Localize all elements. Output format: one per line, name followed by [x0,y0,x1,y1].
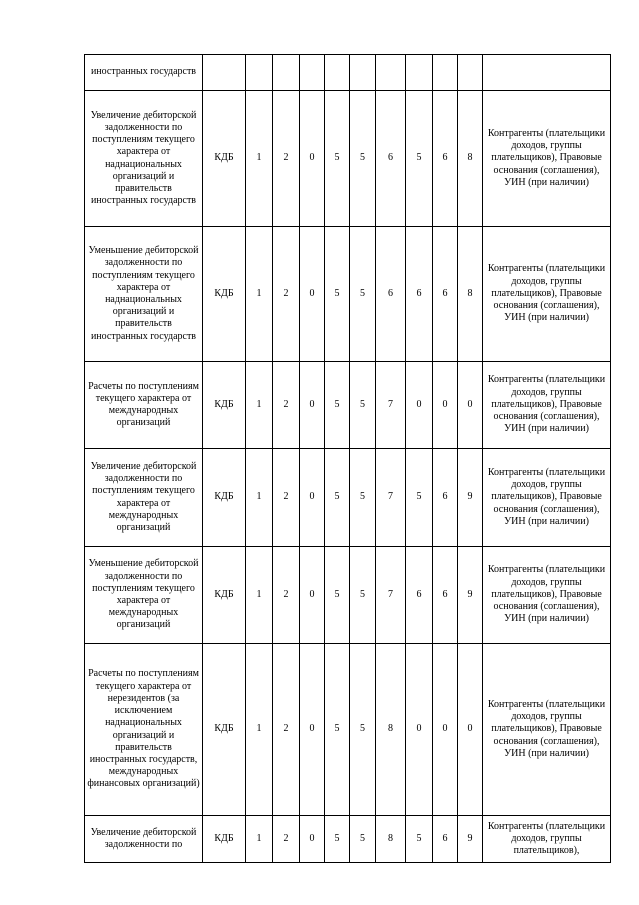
analytics-attributes-cell [483,55,611,91]
account-digit-cell: 6 [406,227,433,362]
account-digit-cell: 5 [325,816,350,863]
account-digit-cell: 6 [376,227,406,362]
table-row [85,227,611,362]
accounts-table [84,54,611,863]
account-digit-cell: 0 [300,816,325,863]
account-digit-cell: 6 [406,547,433,644]
account-digit-cell: 2 [273,547,300,644]
account-digit-cell: 1 [246,816,273,863]
analytics-attributes-cell: Контрагенты (плательщики доходов, группы плательщиков), Правовые основания (соглашения), УИН (при наличии) [483,91,611,227]
account-digit-cell: 9 [458,816,483,863]
account-code-cell: КДБ [203,547,246,644]
account-digit-cell: 0 [433,362,458,449]
account-digit-cell: 0 [458,362,483,449]
account-digit-cell: 1 [246,362,273,449]
account-digit-cell: 2 [273,362,300,449]
analytics-attributes-cell: Контрагенты (плательщики доходов, группы плательщиков), Правовые основания (соглашения), УИН (при наличии) [483,362,611,449]
account-digit-cell: 5 [325,91,350,227]
account-digit-cell: 7 [376,362,406,449]
account-digit-cell [406,55,433,91]
account-digit-cell: 0 [300,547,325,644]
account-code-cell: КДБ [203,91,246,227]
account-code-cell: КДБ [203,449,246,547]
account-digit-cell: 6 [433,91,458,227]
account-digit-cell: 0 [406,644,433,816]
account-digit-cell: 5 [350,816,376,863]
account-digit-cell: 9 [458,547,483,644]
account-digit-cell: 0 [300,449,325,547]
account-digit-cell: 2 [273,816,300,863]
account-digit-cell: 5 [406,816,433,863]
account-digit-cell: 6 [376,91,406,227]
account-digit-cell: 8 [376,644,406,816]
account-name-cell: Расчеты по поступлениям текущего характера от нерезидентов (за исключением наднациональных организаций и правительств иностранных государств, международных финансовых организаций) [85,644,203,816]
account-digit-cell [458,55,483,91]
account-digit-cell: 1 [246,449,273,547]
account-digit-cell: 6 [433,547,458,644]
account-digit-cell: 2 [273,449,300,547]
account-digit-cell: 5 [325,449,350,547]
account-digit-cell: 0 [300,644,325,816]
account-digit-cell: 5 [350,644,376,816]
account-digit-cell: 5 [350,362,376,449]
account-digit-cell: 6 [433,449,458,547]
account-digit-cell [350,55,376,91]
account-digit-cell [376,55,406,91]
table-row [85,362,611,449]
account-digit-cell: 7 [376,449,406,547]
account-digit-cell: 5 [350,449,376,547]
account-code-cell: КДБ [203,362,246,449]
analytics-attributes-cell: Контрагенты (плательщики доходов, группы плательщиков), [483,816,611,863]
account-digit-cell: 1 [246,547,273,644]
table-row [85,91,611,227]
table-row [85,816,611,863]
account-digit-cell: 6 [433,816,458,863]
table-row [85,449,611,547]
account-digit-cell: 2 [273,91,300,227]
account-digit-cell: 5 [325,227,350,362]
table-row [85,644,611,816]
account-digit-cell: 0 [406,362,433,449]
account-digit-cell: 9 [458,449,483,547]
table-row [85,547,611,644]
account-digit-cell: 7 [376,547,406,644]
account-digit-cell: 5 [325,547,350,644]
account-name-cell: Увеличение дебиторской задолженности по [85,816,203,863]
account-digit-cell: 5 [406,91,433,227]
account-code-cell [203,55,246,91]
account-digit-cell: 6 [433,227,458,362]
account-digit-cell: 0 [300,91,325,227]
account-digit-cell: 5 [406,449,433,547]
account-name-cell: иностранных государств [85,55,203,91]
account-name-cell: Расчеты по поступлениям текущего характера от международных организаций [85,362,203,449]
analytics-attributes-cell: Контрагенты (плательщики доходов, группы плательщиков), Правовые основания (соглашения), УИН (при наличии) [483,227,611,362]
account-digit-cell: 5 [350,547,376,644]
account-digit-cell: 1 [246,227,273,362]
account-digit-cell: 5 [350,227,376,362]
account-digit-cell: 5 [350,91,376,227]
account-digit-cell: 2 [273,227,300,362]
account-name-cell: Увеличение дебиторской задолженности по поступлениям текущего характера от наднациональных организаций и правительств иностранных государств [85,91,203,227]
account-code-cell: КДБ [203,816,246,863]
account-digit-cell [246,55,273,91]
account-digit-cell: 0 [300,227,325,362]
account-name-cell: Уменьшение дебиторской задолженности по поступлениям текущего характера от международных организаций [85,547,203,644]
account-digit-cell: 5 [325,644,350,816]
analytics-attributes-cell: Контрагенты (плательщики доходов, группы плательщиков), Правовые основания (соглашения), УИН (при наличии) [483,547,611,644]
account-digit-cell: 0 [300,362,325,449]
account-digit-cell [300,55,325,91]
account-digit-cell: 0 [433,644,458,816]
account-digit-cell: 8 [458,91,483,227]
account-digit-cell [273,55,300,91]
account-code-cell: КДБ [203,227,246,362]
account-digit-cell: 0 [458,644,483,816]
account-digit-cell: 8 [458,227,483,362]
table-row [85,55,611,91]
account-digit-cell [433,55,458,91]
analytics-attributes-cell: Контрагенты (плательщики доходов, группы плательщиков), Правовые основания (соглашения), УИН (при наличии) [483,644,611,816]
account-code-cell: КДБ [203,644,246,816]
account-name-cell: Уменьшение дебиторской задолженности по поступлениям текущего характера от наднациональных организаций и правительств иностранных государств [85,227,203,362]
account-name-cell: Увеличение дебиторской задолженности по поступлениям текущего характера от международных организаций [85,449,203,547]
account-digit-cell: 1 [246,644,273,816]
account-digit-cell: 2 [273,644,300,816]
analytics-attributes-cell: Контрагенты (плательщики доходов, группы плательщиков), Правовые основания (соглашения), УИН (при наличии) [483,449,611,547]
account-digit-cell: 1 [246,91,273,227]
account-digit-cell: 5 [325,362,350,449]
account-digit-cell [325,55,350,91]
account-digit-cell: 8 [376,816,406,863]
